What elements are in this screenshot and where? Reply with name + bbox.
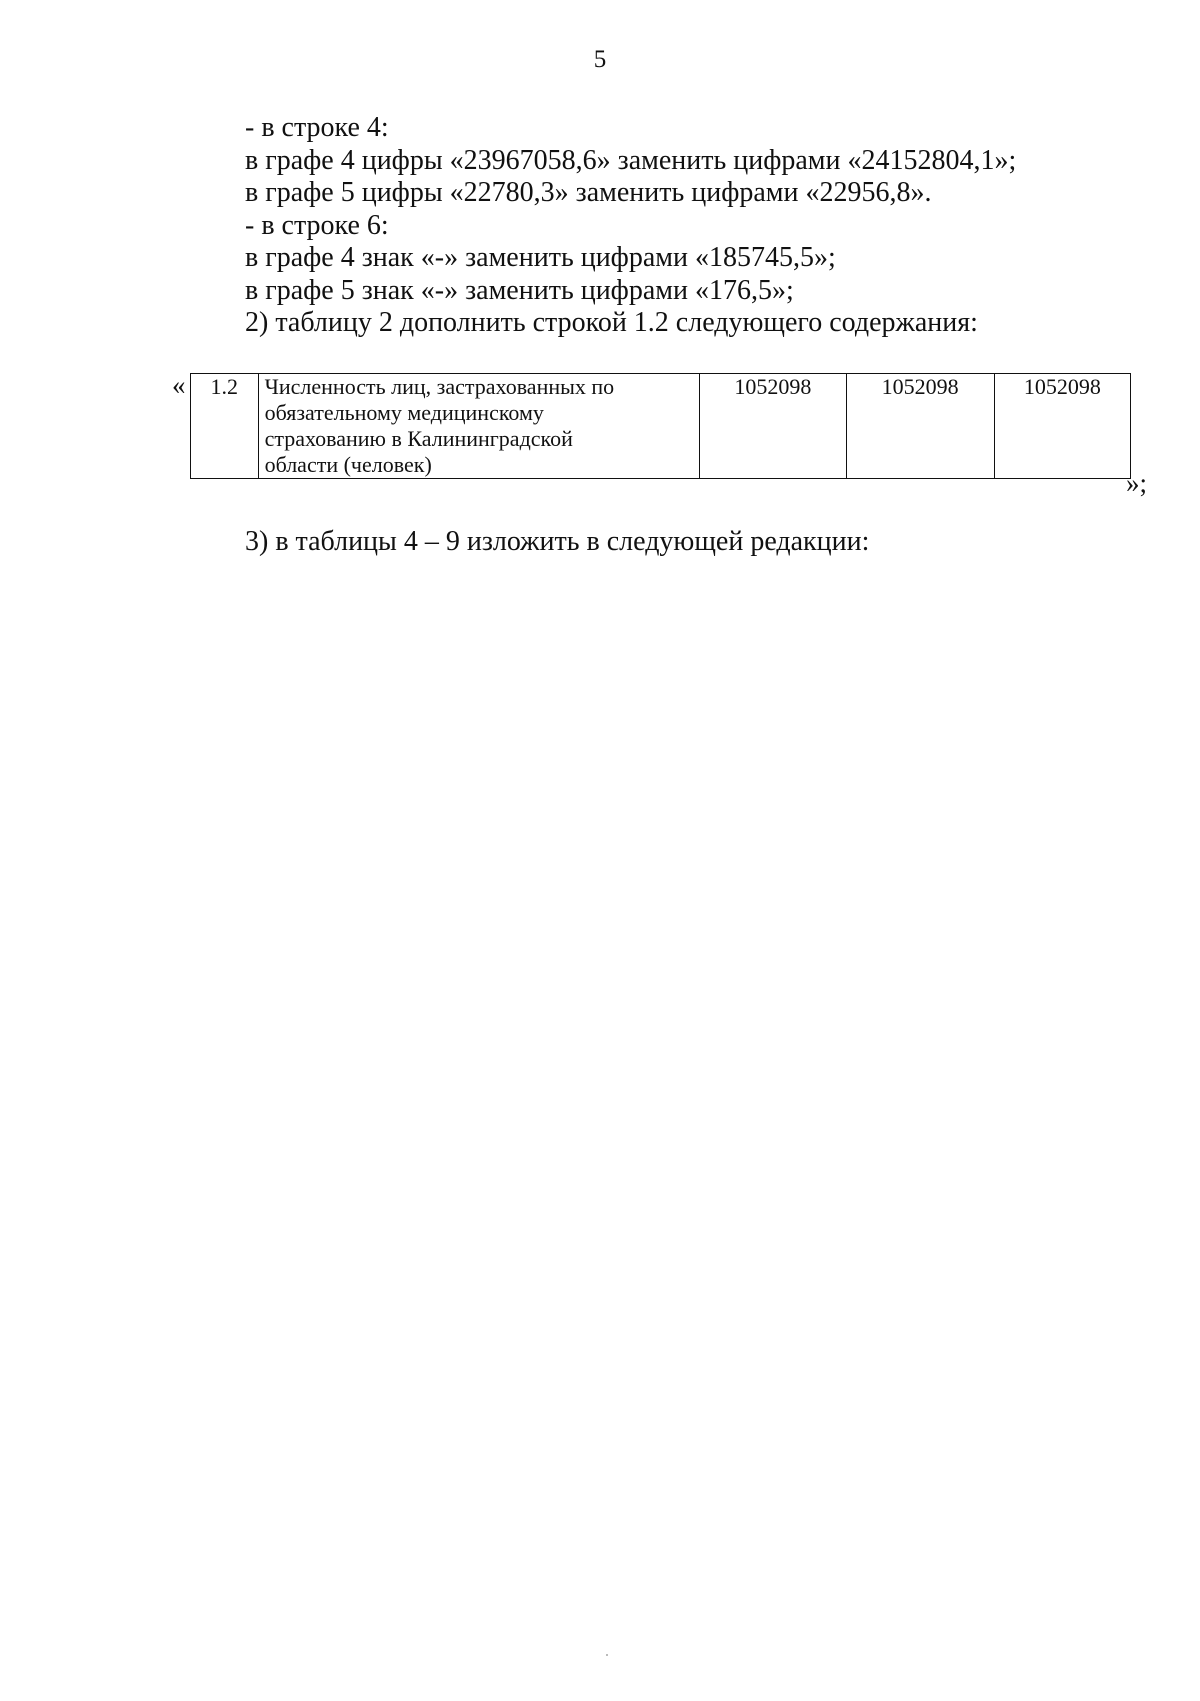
page-number: 5: [593, 46, 607, 73]
scan-speck: [606, 1654, 608, 1656]
value-cell-3: 1052098: [994, 374, 1130, 479]
row-number-cell: 1.2: [191, 374, 259, 479]
value-cell-1: 1052098: [700, 374, 846, 479]
paragraph-table2-intro: 2) таблицу 2 дополнить строкой 1.2 следующего содержания:: [245, 307, 978, 338]
description-line: страхованию в Калининградской: [264, 426, 573, 451]
paragraph-row6-col5: в графе 5 знак «-» заменить цифрами «176,5»;: [245, 274, 794, 306]
paragraph-row6-col4: в графе 4 знак «-» заменить цифрами «185745,5»;: [245, 242, 836, 273]
paragraph-tables-4-9: 3) в таблицы 4 – 9 изложить в следующей редакции:: [245, 526, 870, 557]
paragraph-row6-heading: - в строке 6:: [245, 209, 389, 241]
row-description-cell: [258, 374, 700, 479]
value-cell-2: 1052098: [846, 374, 994, 479]
description-line: Численность лиц, застрахованных по: [264, 374, 615, 399]
closing-quote: »;: [1126, 468, 1148, 498]
paragraph-row4-col4: в графе 4 цифры «23967058,6» заменить цифрами «24152804,1»;: [245, 144, 1017, 176]
table-row: [191, 374, 1131, 479]
paragraph-row4-col5: в графе 5 цифры «22780,3» заменить цифрами «22956,8».: [245, 177, 932, 208]
paragraph-row4-heading: - в строке 4:: [245, 112, 389, 143]
amendment-text: [245, 112, 1145, 340]
description-line: области (человек): [264, 452, 432, 477]
inserted-table-row: [190, 373, 1131, 479]
opening-quote: «: [172, 370, 186, 400]
description-line: обязательному медицинскому: [264, 400, 544, 425]
